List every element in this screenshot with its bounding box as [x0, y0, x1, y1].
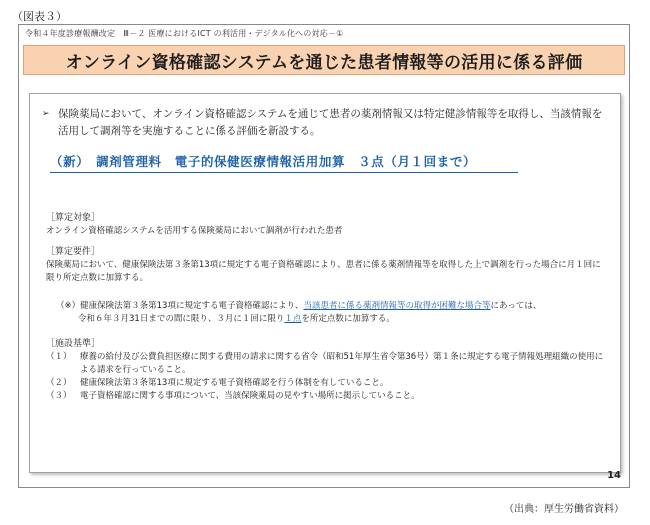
page-number: 14 [607, 470, 621, 481]
source-caption: （出典：厚生労働省資料） [504, 504, 624, 515]
calc-requirement-title: ［算定要件］ [46, 247, 101, 257]
new-item-heading: （新） 調剤管理料 電子的保健医療情報活用加算 ３点（月１回まで） [50, 154, 477, 169]
item-text: 健康保険法第３条第13項に規定する電子資格確認を行う体制を有していること。 [80, 378, 389, 388]
item-number: （１） [46, 352, 72, 362]
note-line2-suffix: を所定点数に加算する。 [301, 314, 395, 324]
calc-requirement-section [46, 246, 606, 285]
heading-underline [50, 172, 518, 173]
slide [18, 24, 630, 488]
header-line: 令和４年度診療報酬改定 Ⅲ－２ 医療におけるICT の利活用・デジタル化への対応－① [25, 29, 344, 38]
intro-text: 保険薬局において、オンライン資格確認システムを通じて患者の薬剤情報又は特定健診情報等を取得し、当該情報を活用して調剤等を実施することに係る評価を新設する。 [58, 108, 603, 137]
calc-requirement-body: 保険薬局において、健康保険法第３条第13項に規定する電子資格確認により、患者に係る薬剤情報等を取得した上で調剤を行った場合に月１回に限り所定点数に加算する。 [46, 260, 601, 283]
arrow-bullet-icon: ➢ [42, 109, 50, 119]
note-paragraph [56, 300, 596, 326]
facility-standard-item [46, 351, 606, 377]
note-prefix: （※）健康保険法第３条第13項に規定する電子資格確認により、 [56, 301, 304, 311]
calc-target-section [46, 212, 606, 238]
figure-label: （図表３） [12, 10, 67, 23]
note-line2-prefix: 令和６年３月31日までの間に限り、３月に１回に限り [78, 314, 285, 324]
note-highlight: 当該患者に係る薬剤情報等の取得が困難な場合等 [303, 301, 491, 311]
content-box [29, 93, 621, 473]
item-number: （３） [46, 391, 72, 401]
calc-target-title: ［算定対象］ [46, 213, 101, 223]
note-line2-highlight: １点 [284, 314, 302, 324]
intro-paragraph [42, 106, 608, 140]
note-line-1 [56, 300, 596, 313]
item-text: 療養の給付及び公費負担医療に関する費用の請求に関する省令（昭和51年厚生省令第36号）第１条に規定する電子情報処理組織の使用による請求を行っていること。 [80, 352, 604, 375]
calc-target-body: オンライン資格確認システムを活用する保険薬局において調剤が行われた患者 [46, 226, 343, 236]
slide-title: オンライン資格確認システムを通じた患者情報等の活用に係る評価 [23, 45, 625, 75]
item-number: （２） [46, 378, 72, 388]
note-line-2 [56, 313, 596, 326]
facility-standard-section [46, 338, 606, 403]
facility-standard-title: ［施設基準］ [46, 339, 101, 349]
note-mid: にあっては、 [490, 301, 542, 311]
item-text: 電子資格確認に関する事項について、当該保険薬局の見やすい場所に掲示していること。 [80, 391, 420, 401]
facility-standard-item [46, 390, 606, 403]
facility-standard-item [46, 377, 606, 390]
